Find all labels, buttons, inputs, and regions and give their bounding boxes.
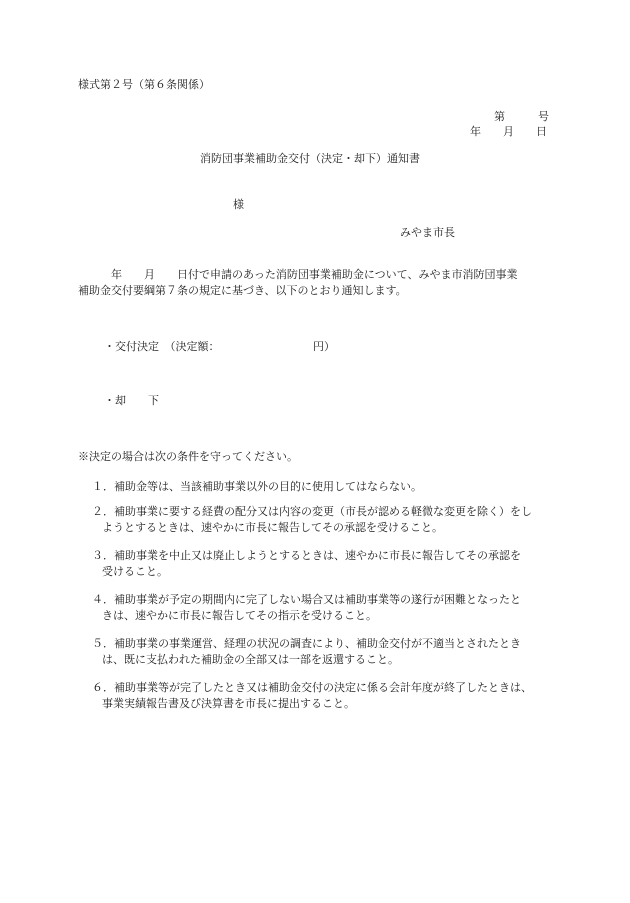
form-label: 様式第２号（第６条関係） [78, 78, 210, 91]
conditions-heading: ※決定の場合は次の条件を守ってください。 [78, 450, 298, 463]
condition-2-line-1: ２．補助事業に要する経費の配分又は内容の変更（市長が認める軽微な変更を除く）をし [92, 505, 532, 518]
condition-6-line-2: 事業実績報告書及び決算書を市長に提出すること。 [102, 697, 355, 710]
condition-5-line-1: ５．補助事業の事業運営、経理の状況の調査により、補助金交付が不適当とされたとき [92, 637, 521, 650]
condition-2-line-2: ようとするときは、速やかに市長に報告してその承認を受けること。 [102, 521, 443, 534]
document-number: 第 号 [494, 110, 549, 123]
body-line-2: 補助金交付要綱第７条の規定に基づき、以下のとおり通知します。 [78, 284, 407, 297]
sender: みやま市長 [400, 226, 455, 239]
option-reject: ・却 下 [104, 394, 159, 407]
condition-4-line-1: ４．補助事業が予定の期間内に完了しない場合又は補助事業等の遂行が困難となったと [92, 593, 521, 606]
condition-6-line-1: ６．補助事業等が完了したとき又は補助金交付の決定に係る会計年度が終了したときは、 [92, 681, 532, 694]
body-line-1: 年 月 日付で申請のあった消防団事業補助金について、みやま市消防団事業 [78, 268, 518, 281]
condition-5-line-2: は、既に支払われた補助金の全部又は一部を返還すること。 [102, 653, 399, 666]
condition-4-line-2: きは、速やかに市長に報告してその指示を受けること。 [102, 609, 377, 622]
condition-3-line-1: ３．補助事業を中止又は廃止しようとするときは、速やかに市長に報告してその承認を [92, 549, 521, 562]
addressee: 様 [233, 198, 244, 211]
condition-1-line-1: １．補助金等は、当該補助事業以外の目的に使用してはならない。 [92, 480, 422, 493]
document-title: 消防団事業補助金交付（決定・却下）通知書 [200, 152, 420, 165]
condition-3-line-2: 受けること。 [102, 565, 168, 578]
option-approve: ・交付決定 （決定額： 円） [104, 340, 335, 353]
document-date: 年 月 日 [470, 125, 547, 138]
